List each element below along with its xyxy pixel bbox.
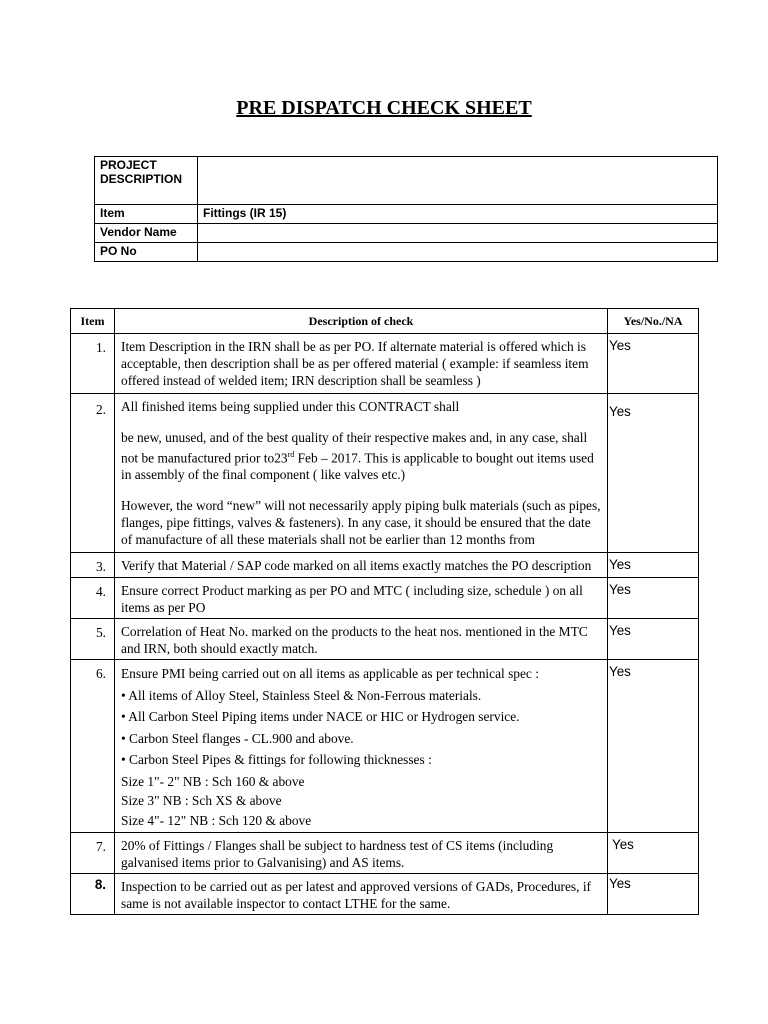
check-description: [115, 394, 608, 553]
check-description: Correlation of Heat No. marked on the products to the heat nos. mentioned in the MTC and IRN, both should exactly match.: [115, 619, 608, 660]
project-description-field[interactable]: [198, 157, 718, 205]
status-cell[interactable]: Yes: [608, 578, 699, 619]
size-line: Size 1"- 2" NB : Sch 160 & above: [121, 773, 305, 789]
vendor-name-field[interactable]: [198, 224, 718, 243]
check-row-5: [71, 619, 699, 660]
check-intro: Ensure PMI being carried out on all items as applicable as per technical spec :: [121, 666, 539, 681]
check-description: Ensure correct Product marking as per PO and MTC ( including size, schedule ) on all items as per PO: [115, 578, 608, 619]
size-line: Size 3" NB : Sch XS & above: [121, 793, 282, 808]
check-row-6: [71, 660, 699, 833]
header-item: Item: [71, 309, 115, 334]
bullet-item: • Carbon Steel Pipes & fittings for following thicknesses :: [121, 752, 432, 767]
check-paragraph: All finished items being supplied under this CONTRACT shall: [121, 399, 460, 414]
bullet-item: • Carbon Steel flanges - CL.900 and above.: [121, 730, 354, 746]
check-description: Item Description in the IRN shall be as per PO. If alternate material is offered which is acceptable, then description shall be as per offered material ( example: if seamless item offered instead of welded item; IRN description shall be seamless ): [115, 334, 608, 394]
status-cell[interactable]: Yes: [608, 553, 699, 578]
size-line: Size 4"- 12" NB : Sch 120 & above: [121, 812, 312, 828]
check-row-4: [71, 578, 699, 619]
check-description: 20% of Fittings / Flanges shall be subject to hardness test of CS items (including galvanised items prior to Galvanising) and AS items.: [115, 833, 608, 874]
check-row-8: [71, 874, 699, 915]
project-description-label: PROJECT DESCRIPTION: [95, 157, 198, 205]
row-number: 7.: [71, 833, 115, 874]
status-cell[interactable]: Yes: [608, 619, 699, 660]
item-label: Item: [95, 205, 198, 224]
check-paragraph: However, the word “new” will not necessarily apply piping bulk materials (such as pipes, flanges, pipe fittings, valves & fasteners). In any case, it should be ensured that the date of manufacture of all these materials shall not be earlier than 12 months from: [121, 498, 601, 548]
check-row-3: [71, 553, 699, 578]
po-no-field[interactable]: [198, 243, 718, 262]
status-cell[interactable]: Yes: [608, 394, 699, 553]
bullet-item: • All items of Alloy Steel, Stainless Steel & Non-Ferrous materials.: [121, 687, 482, 703]
row-number: 3.: [71, 553, 115, 578]
status-cell[interactable]: Yes: [608, 874, 699, 915]
row-number: 2.: [71, 394, 115, 553]
check-row-1: [71, 334, 699, 394]
status-cell[interactable]: Yes: [608, 660, 699, 833]
row-number: 6.: [71, 660, 115, 833]
check-row-2: [71, 394, 699, 553]
status-cell[interactable]: Yes: [608, 334, 699, 394]
page-title: PRE DISPATCH CHECK SHEET: [236, 97, 532, 119]
check-table: [70, 308, 699, 915]
po-no-label: PO No: [95, 243, 198, 262]
row-number: 5.: [71, 619, 115, 660]
project-info-table: [94, 156, 718, 262]
vendor-name-label: Vendor Name: [95, 224, 198, 243]
row-number: 4.: [71, 578, 115, 619]
check-table-header: [71, 309, 699, 334]
header-status: Yes/No./NA: [608, 309, 699, 334]
header-description: Description of check: [115, 309, 608, 334]
bullet-item: • All Carbon Steel Piping items under NACE or HIC or Hydrogen service.: [121, 709, 520, 724]
check-row-7: [71, 833, 699, 874]
row-number: 1.: [71, 334, 115, 394]
status-cell[interactable]: Yes: [608, 833, 699, 874]
item-field[interactable]: Fittings (IR 15): [198, 205, 718, 224]
check-paragraph: be new, unused, and of the best quality of their respective makes and, in any case, shall not be manufactured prior to23rd Feb – 2017. This is applicable to bought out items used in assembly of the final component ( like valves etc.): [121, 430, 594, 483]
check-description: Inspection to be carried out as per latest and approved versions of GADs, Procedures, if same is not available inspector to contact LTHE for the same.: [115, 874, 608, 915]
check-description: [115, 660, 608, 833]
check-description: Verify that Material / SAP code marked on all items exactly matches the PO description: [115, 553, 608, 578]
row-number: 8.: [71, 874, 115, 915]
